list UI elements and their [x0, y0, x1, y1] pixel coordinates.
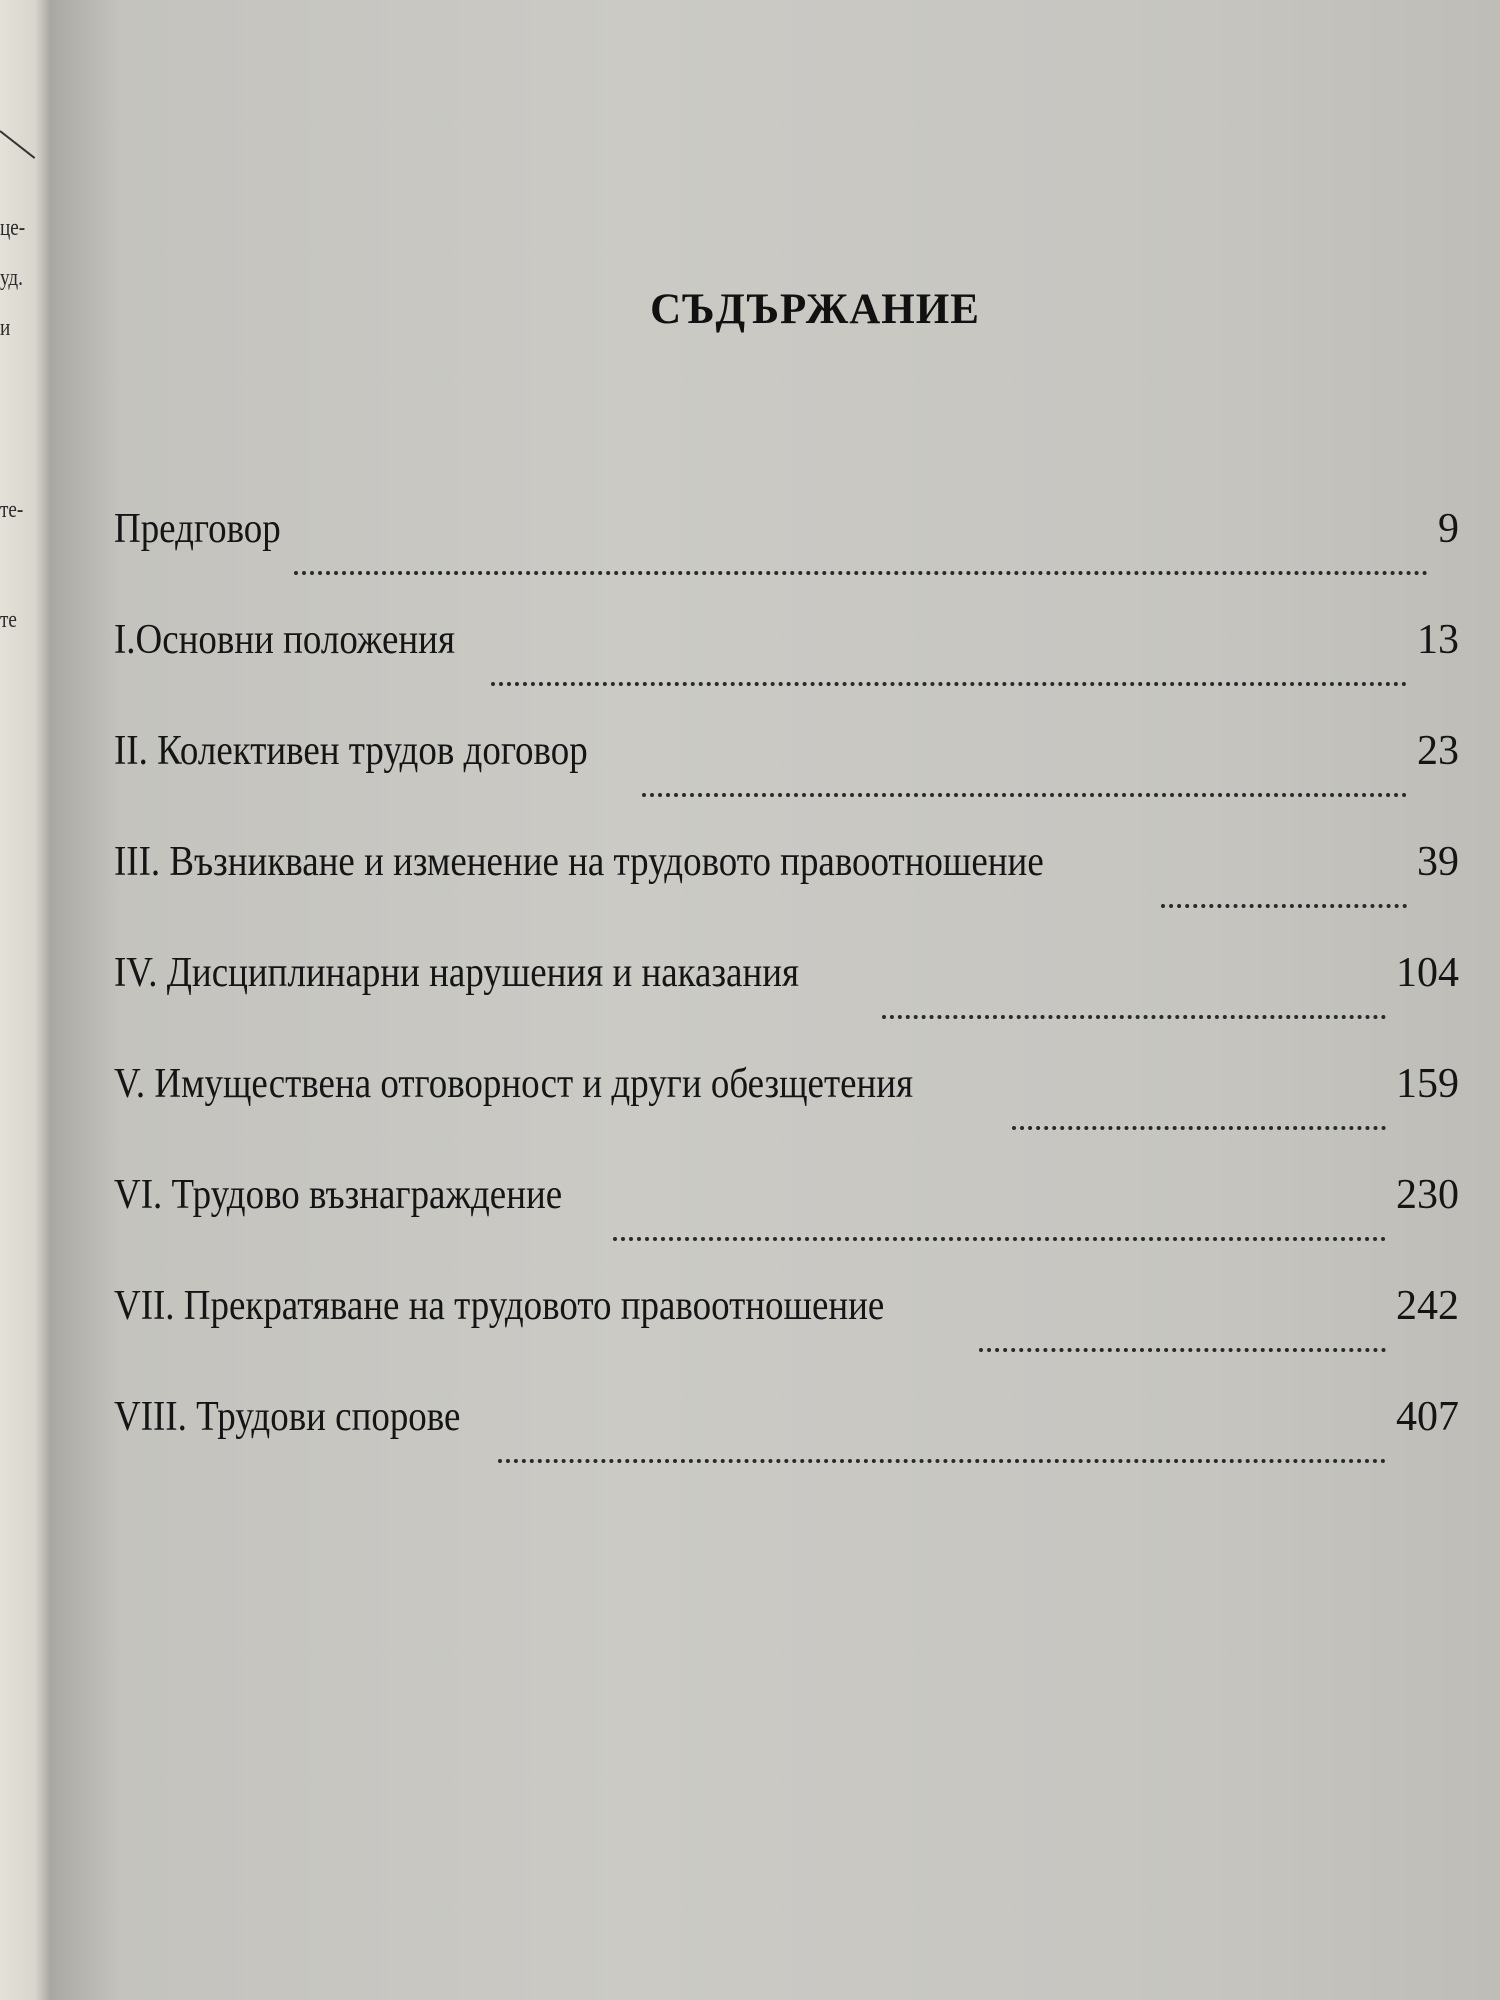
toc-entry-page: 13 [1417, 617, 1459, 663]
toc-entry [114, 727, 1459, 838]
toc-entry-label: I.Основни положения [114, 617, 455, 663]
toc-entry-label: VIII. Трудови спорове [114, 1394, 461, 1440]
left-page-text-fragment: те- [0, 497, 24, 523]
toc-dot-leader [882, 1011, 1386, 1019]
toc-dot-leader [1012, 1122, 1386, 1130]
toc-entry-page: 407 [1396, 1394, 1459, 1440]
toc-entry [114, 616, 1459, 727]
toc-entry [114, 949, 1459, 1060]
toc-dot-leader [498, 1455, 1386, 1463]
book-page [50, 0, 1500, 2000]
toc-dot-leader [294, 567, 1428, 575]
toc-entry-label: II. Колективен трудов договор [114, 728, 588, 774]
toc-entry [114, 1393, 1459, 1504]
toc-dot-leader [613, 1233, 1386, 1241]
toc-entry-label: IV. Дисциплинарни нарушения и наказания [114, 950, 800, 996]
toc-entry [114, 1171, 1459, 1282]
toc-dot-leader [491, 678, 1407, 686]
toc-entry-label: VII. Прекратяване на трудовото правоотношение [114, 1283, 885, 1329]
left-page-rule [0, 130, 35, 159]
toc-entry-label: Предговор [114, 506, 281, 552]
left-page-edge [0, 0, 50, 2000]
toc-entry [114, 1282, 1459, 1393]
toc-dot-leader [979, 1344, 1386, 1352]
toc-entry-page: 9 [1438, 506, 1459, 552]
left-page-text-fragment: те [0, 607, 17, 633]
toc-entry-page: 23 [1417, 728, 1459, 774]
toc-entry-page: 159 [1396, 1061, 1459, 1107]
toc-entry [114, 838, 1459, 949]
toc-entry-page: 242 [1396, 1283, 1459, 1329]
toc-dot-leader [1161, 900, 1407, 908]
toc-entry-page: 104 [1396, 950, 1459, 996]
left-page-text-fragment: уд. [0, 265, 23, 291]
page-title: СЪДЪРЖАНИЕ [650, 286, 980, 333]
toc-entry [114, 505, 1459, 616]
toc-entry-label: VI. Трудово възнаграждение [114, 1172, 563, 1218]
toc-entry-page: 230 [1396, 1172, 1459, 1218]
toc-dot-leader [642, 789, 1407, 797]
table-of-contents [114, 505, 1459, 1504]
toc-entry-label: III. Възникване и изменение на трудовото правоотношение [114, 839, 1044, 885]
toc-entry [114, 1060, 1459, 1171]
toc-entry-label: V. Имуществена отговорност и други обезщетения [114, 1061, 914, 1107]
toc-entry-page: 39 [1417, 839, 1459, 885]
left-page-text-fragment: це- [0, 215, 26, 241]
left-page-text-fragment: и [0, 315, 11, 341]
